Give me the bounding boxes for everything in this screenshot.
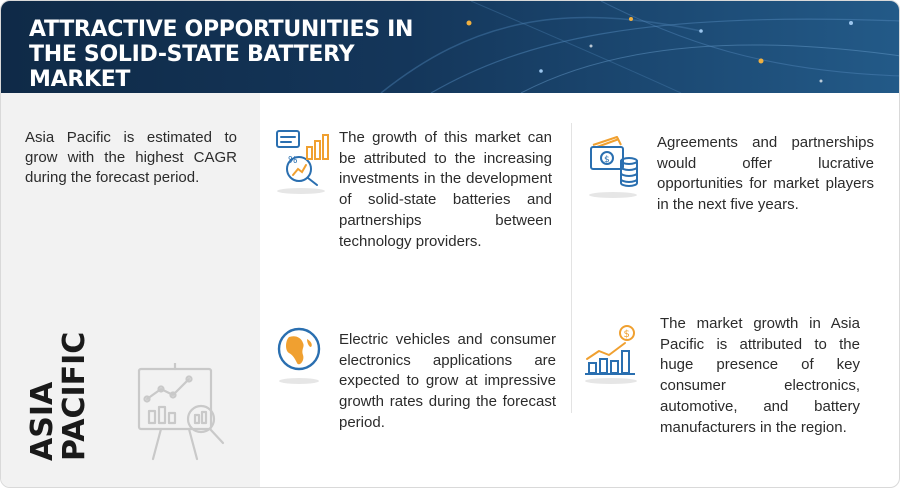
region-summary: Asia Pacific is estimated to grow with the highest CAGR during the forecast period.: [25, 129, 237, 186]
insight-growth-text: The growth of this market can be attributed to the increasing investments in the development of solid-state batteries and partnerships between technology providers.: [339, 129, 552, 250]
insight-agreements-text: Agreements and partnerships would offer lucrative opportunities for market players in the next five years.: [657, 134, 874, 214]
globe-icon: [275, 325, 323, 387]
page-title: ATTRACTIVE OPPORTUNITIES IN THE SOLID-STATE BATTERY MARKET: [29, 17, 414, 92]
svg-text:%: %: [288, 155, 298, 166]
svg-text:$: $: [604, 155, 610, 165]
insight-apac-text: The market growth in Asia Pacific is attributed to the huge presence of key consumer electronics, automotive, and battery manufacturers in the region.: [660, 315, 860, 436]
dollar-growth-chart-icon: [581, 323, 641, 387]
region-label: ASIA PACIFIC: [25, 331, 92, 461]
header-banner: [1, 1, 900, 93]
insight-ev-text: Electric vehicles and consumer electronics applications are expected to grow at impressive growth rates during the forecast period.: [339, 331, 556, 431]
column-divider: [571, 123, 572, 413]
svg-text:$: $: [623, 329, 630, 340]
growth-report-icon: [273, 127, 333, 195]
money-coins-icon: [587, 133, 641, 199]
analytics-board-icon: [131, 363, 236, 463]
